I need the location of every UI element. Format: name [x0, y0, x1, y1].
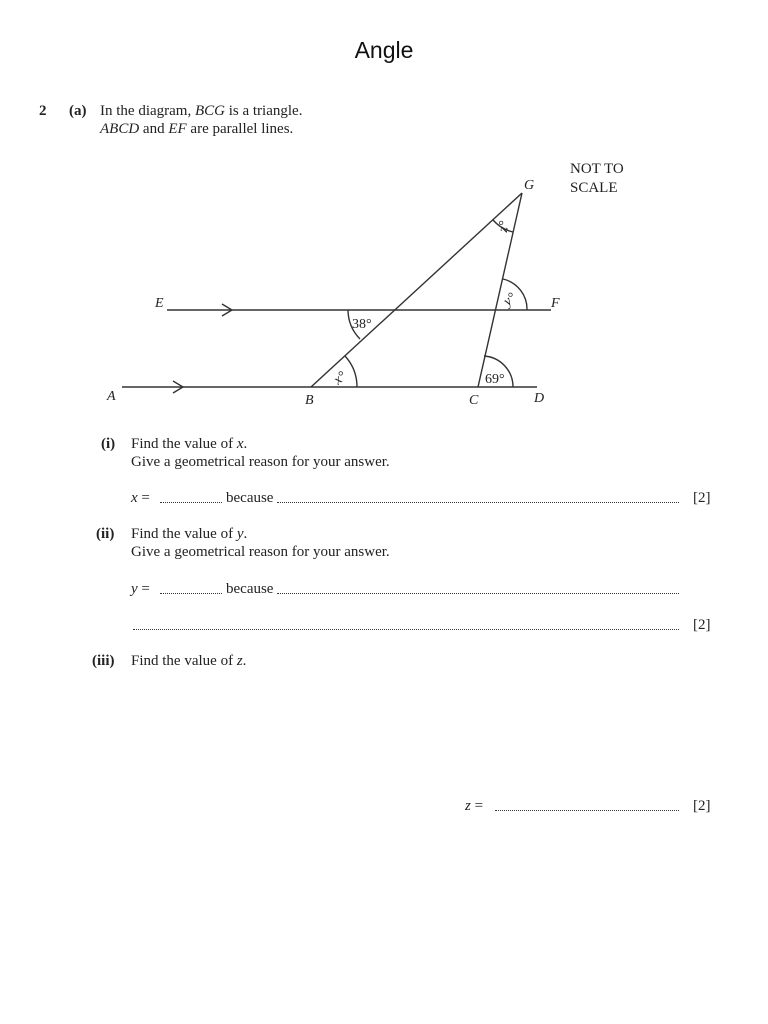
- part-ii-reason-line-2[interactable]: [133, 629, 679, 630]
- label-angle-z: z°: [495, 219, 513, 234]
- not-to-scale-line-2: SCALE: [570, 180, 618, 196]
- part-iii-z-answer-line[interactable]: [495, 810, 679, 811]
- part-ii-marks: [2]: [693, 617, 711, 633]
- part-i-line-1: Find the value of x.: [131, 436, 248, 452]
- part-ii-line-1: Find the value of y.: [131, 526, 248, 542]
- intro-line-2: ABCD and EF are parallel lines.: [100, 121, 294, 137]
- part-iii-marks: [2]: [693, 798, 711, 814]
- part-i-label: (i): [101, 436, 116, 452]
- label-c: C: [469, 393, 479, 408]
- label-e: E: [155, 296, 164, 311]
- part-ii-reason-line[interactable]: [277, 593, 679, 594]
- question-number: 2: [39, 103, 47, 119]
- part-iii-line-1: Find the value of z.: [131, 653, 247, 669]
- part-ii-because: because: [226, 581, 274, 597]
- label-a: A: [107, 389, 116, 404]
- label-angle-38: 38°: [352, 317, 372, 332]
- label-angle-x: x°: [331, 368, 350, 389]
- part-ii-label: (ii): [96, 526, 115, 542]
- part-iii-answer-label: z =: [465, 798, 484, 814]
- part-i-line-2: Give a geometrical reason for your answer.: [131, 454, 390, 470]
- part-iii-label: (iii): [92, 653, 115, 669]
- part-label: (a): [69, 103, 87, 119]
- line-bg: [311, 193, 522, 387]
- label-f: F: [551, 296, 560, 311]
- part-ii-line-2: Give a geometrical reason for your answer.: [131, 544, 390, 560]
- label-g: G: [524, 178, 535, 193]
- label-angle-69: 69°: [485, 372, 505, 387]
- part-ii-answer-label: y =: [131, 581, 150, 597]
- label-b: B: [305, 393, 314, 408]
- part-i-because: because: [226, 490, 274, 506]
- not-to-scale-line-1: NOT TO: [570, 161, 624, 177]
- part-i-answer-label: x =: [131, 490, 150, 506]
- intro-line-1: In the diagram, BCG is a triangle.: [100, 103, 303, 119]
- label-angle-y: y°: [500, 290, 520, 310]
- part-i-reason-line[interactable]: [277, 502, 679, 503]
- part-i-marks: [2]: [693, 490, 711, 506]
- label-d: D: [534, 391, 545, 406]
- part-ii-y-answer-line[interactable]: [160, 593, 222, 594]
- page-title: Angle: [354, 37, 414, 63]
- part-i-x-answer-line[interactable]: [160, 502, 222, 503]
